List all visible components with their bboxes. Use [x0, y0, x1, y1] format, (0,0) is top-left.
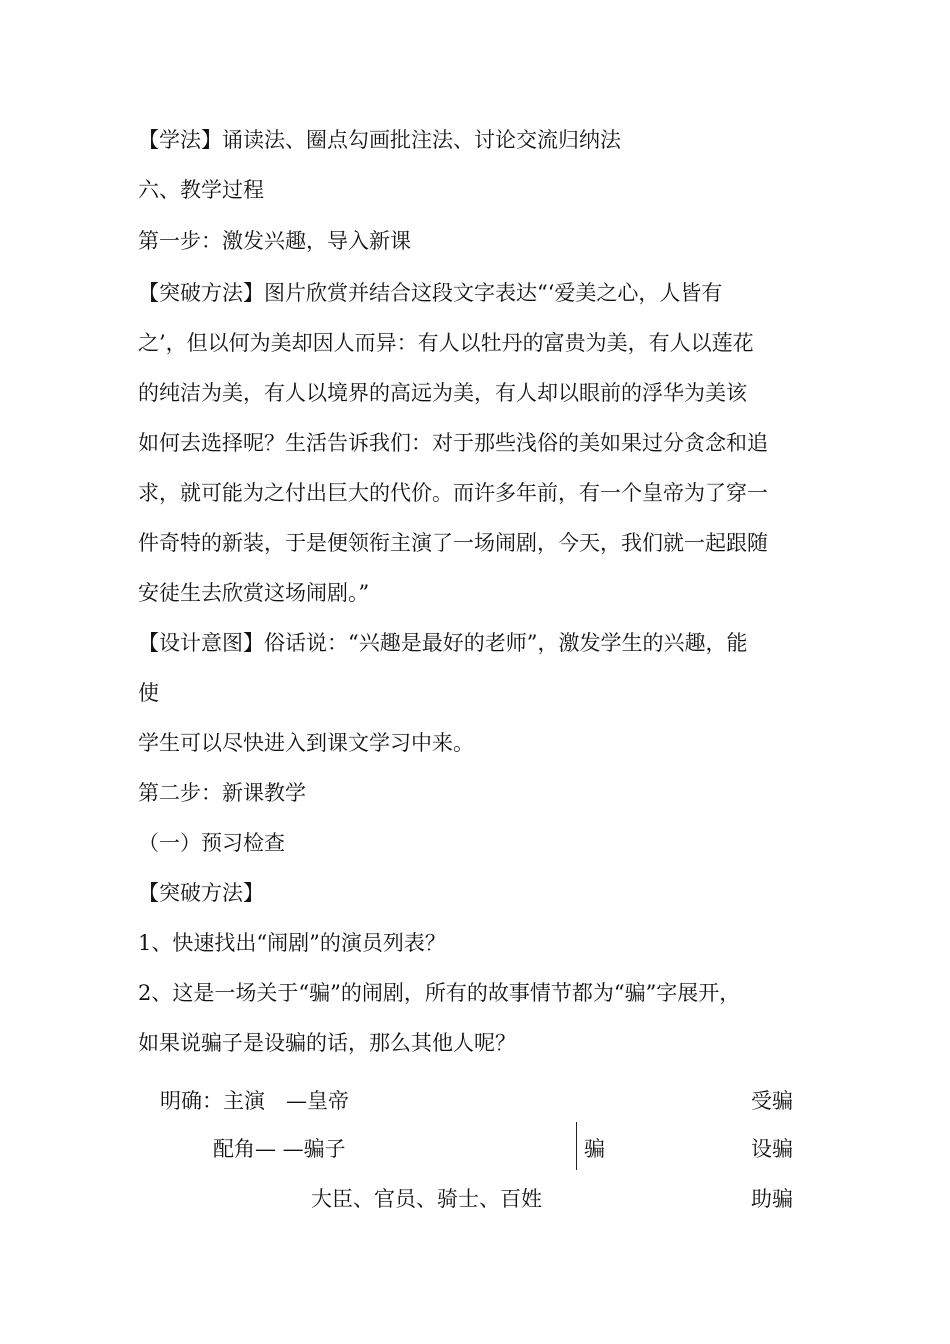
design-intent-line: 学生可以尽快进入到课文学习中来。	[138, 731, 474, 755]
section-heading-teaching-process: 六、教学过程	[138, 178, 264, 202]
design-intent-line: 【设计意图】俗话说：“兴趣是最好的老师”，激发学生的兴趣，能	[138, 631, 748, 655]
subsection-heading: （一）预习检查	[138, 831, 285, 855]
step-one-heading: 第一步：激发兴趣，导入新课	[138, 229, 411, 253]
table-row1-label: 明确：主演 —皇帝	[160, 1089, 349, 1113]
study-method-line: 【学法】诵读法、圈点勾画批注法、讨论交流归纳法	[138, 128, 621, 152]
table-row2-label: 配角— —骗子	[213, 1137, 346, 1161]
paragraph-line: 件奇特的新装，于是便领衔主演了一场闹剧，今天，我们就一起跟随	[138, 531, 768, 555]
paragraph-line: 安徒生去欣赏这场闹剧。”	[138, 581, 370, 605]
design-intent-line: 使	[138, 681, 159, 705]
paragraph-line: 之’，但以何为美却因人而异：有人以牡丹的富贵为美，有人以莲花	[138, 331, 754, 355]
table-row1-result: 受骗	[751, 1089, 793, 1113]
table-divider	[576, 1122, 577, 1170]
method-heading: 【突破方法】	[138, 881, 264, 905]
step-two-heading: 第二步：新课教学	[138, 781, 306, 805]
paragraph-line: 【突破方法】图片欣赏并结合这段文字表达“‘爱美之心，人皆有	[138, 281, 723, 305]
paragraph-line: 如何去选择呢？生活告诉我们：对于那些浅俗的美如果过分贪念和追	[138, 431, 768, 455]
paragraph-line: 求，就可能为之付出巨大的代价。而许多年前，有一个皇帝为了穿一	[138, 481, 768, 505]
table-row2-center: 骗	[584, 1137, 605, 1161]
table-row2-result: 设骗	[751, 1137, 793, 1161]
question-item: 如果说骗子是设骗的话，那么其他人呢？	[138, 1031, 516, 1055]
table-row3-label: 大臣、官员、骑士、百姓	[311, 1187, 542, 1211]
paragraph-line: 的纯洁为美，有人以境界的高远为美，有人却以眼前的浮华为美该	[138, 381, 747, 405]
question-item: 2、这是一场关于“骗”的闹剧，所有的故事情节都为“骗”字展开，	[138, 981, 741, 1005]
table-row3-result: 助骗	[751, 1187, 793, 1211]
question-item: 1、快速找出“闹剧”的演员列表？	[138, 931, 446, 955]
